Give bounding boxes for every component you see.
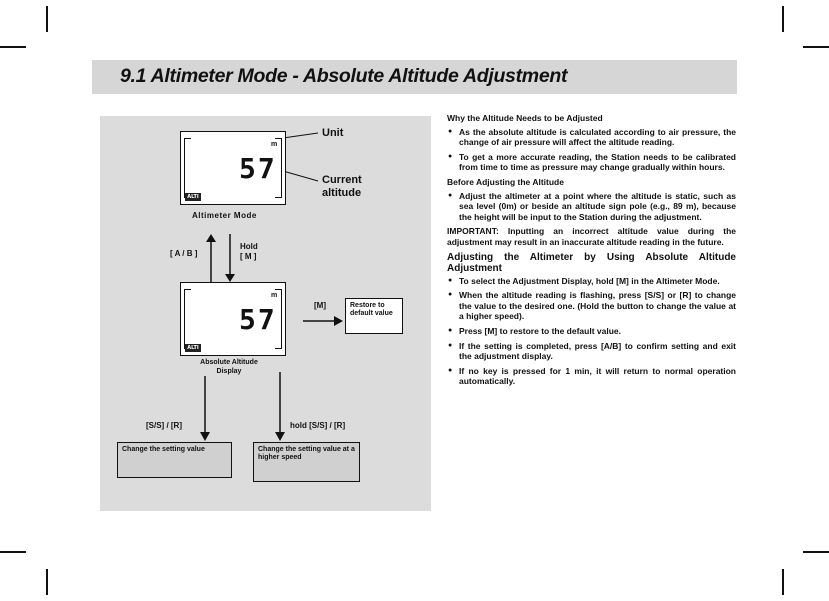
alti-badge: ALTI: [185, 344, 201, 352]
list-item: ● If the setting is completed, press [A/B] to confirm setting and exit the adjustment display.: [447, 341, 736, 362]
heading-adjusting: Adjusting the Altimeter by Using Absolute Altitude Adjustment: [447, 251, 736, 274]
lcd-altitude-value: 57: [239, 303, 277, 336]
label-hold-m: [ M ]: [240, 252, 257, 261]
why-list: [447, 127, 736, 173]
label-m-button: [M]: [314, 301, 326, 310]
before-list: [447, 191, 736, 223]
label-hold-ss-r: hold [S/S] / [R]: [290, 421, 346, 430]
crop-mark: [803, 46, 829, 48]
crop-mark: [782, 569, 784, 595]
list-item: ● To get a more accurate reading, the Station needs to be calibrated from time to time as pressure may change gradually within hours.: [447, 152, 736, 173]
list-item: ● To select the Adjustment Display, hold [M] in the Altimeter Mode.: [447, 276, 736, 287]
heading-why: Why the Altitude Needs to be Adjusted: [447, 113, 603, 123]
label-ss-r: [S/S] / [R]: [146, 421, 182, 430]
important-note: IMPORTANT: Inputting an incorrect altitude value during the adjustment may result in an inaccurate altitude reading in the future.: [447, 226, 736, 247]
change-setting-fast-box: Change the setting value at a higher speed: [253, 442, 360, 482]
adjust-list: [447, 276, 736, 387]
crop-mark: [46, 569, 48, 595]
list-item: ● Press [M] to restore to the default value.: [447, 326, 736, 337]
lcd-absolute-altitude-display: [180, 282, 286, 356]
list-item: ● As the absolute altitude is calculated according to air pressure, the change of air pressure will affect the altitude reading.: [447, 127, 736, 148]
lcd-unit: m: [271, 141, 278, 148]
label-altimeter-mode: Altimeter Mode: [192, 211, 257, 220]
lcd-altimeter-mode: [180, 131, 286, 205]
callout-current-altitude: Current altitude: [322, 174, 362, 199]
list-item: ● When the altitude reading is flashing, press [S/S] or [R] to change the value to the desired one. (Hold the button to change the value at a higher speed).: [447, 290, 736, 322]
list-item: ● If no key is pressed for 1 min, it will return to normal operation automatically.: [447, 366, 736, 387]
callout-unit: Unit: [322, 127, 344, 139]
list-item: ● Adjust the altimeter at a point where the altitude is static, such as sea level (0m) or beside an altitude sign pole (e.g., 89 m), because the height will be input to the Station during the adjustment.: [447, 191, 736, 223]
label-hold: Hold: [240, 242, 258, 251]
label-ab-button: [ A / B ]: [170, 249, 198, 258]
crop-mark: [782, 6, 784, 32]
lcd-unit: m: [271, 292, 278, 299]
change-setting-box: Change the setting value: [117, 442, 232, 478]
crop-mark: [803, 551, 829, 553]
alti-badge: ALTI: [185, 193, 201, 201]
diagram-panel: [100, 116, 431, 511]
crop-mark: [46, 6, 48, 32]
crop-mark: [0, 46, 26, 48]
crop-mark: [0, 551, 26, 553]
restore-default-box: Restore to default value: [345, 298, 403, 334]
section-title: 9.1 Altimeter Mode - Absolute Altitude Adjustment: [120, 65, 568, 87]
instructions-column: [447, 113, 736, 391]
label-absolute-altitude-display: Absolute Altitude Display: [200, 359, 258, 375]
section-title-bar: [92, 60, 737, 94]
heading-before: Before Adjusting the Altitude: [447, 176, 564, 187]
lcd-altitude-value: 57: [239, 152, 277, 185]
